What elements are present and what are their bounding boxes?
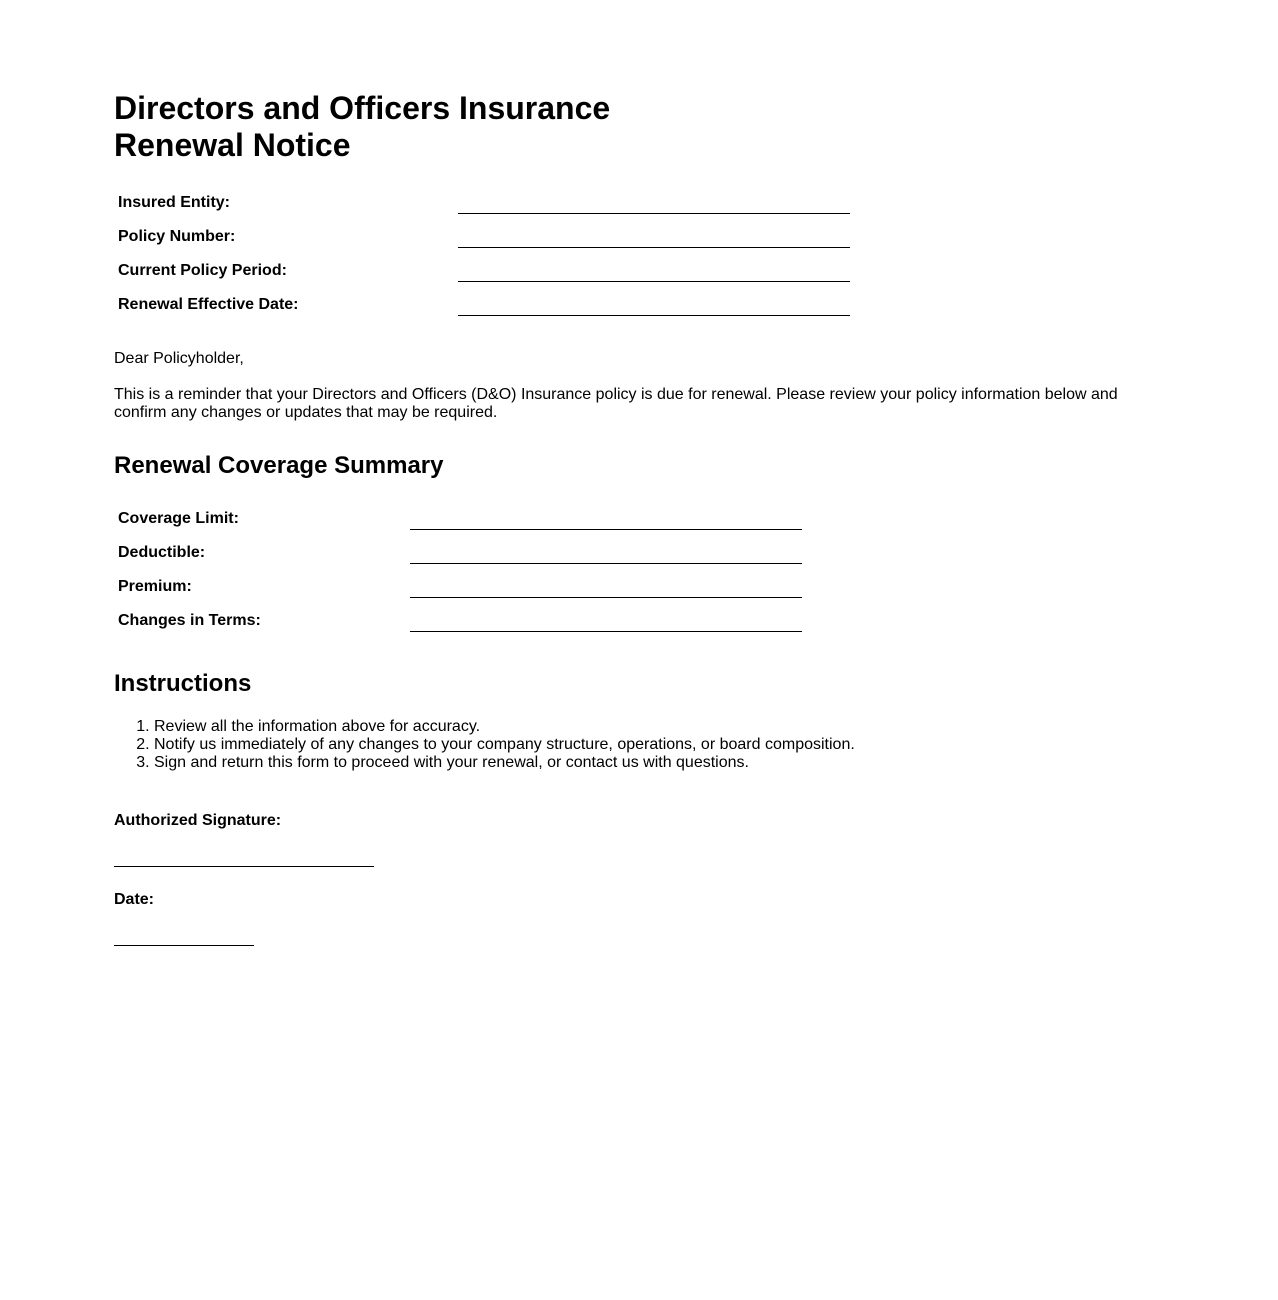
list-item: 3. Sign and return this form to proceed with your renewal, or contact us with questions. xyxy=(154,754,1134,772)
renewal-effective-date-label: Renewal Effective Date: xyxy=(118,296,299,313)
insured-entity-label: Insured Entity: xyxy=(118,194,231,211)
table-row xyxy=(114,502,806,536)
document-title: Directors and Officers Insurance Renewal Notice xyxy=(114,90,611,163)
date-line[interactable] xyxy=(114,945,254,946)
blank-line xyxy=(458,281,850,282)
coverage-limit-label: Coverage Limit: xyxy=(118,510,239,527)
list-item: 1. Review all the information above for accuracy. xyxy=(154,718,1134,736)
table-row xyxy=(114,254,854,288)
blank-line xyxy=(410,563,802,564)
policy-number-label: Policy Number: xyxy=(118,228,236,245)
table-row xyxy=(114,604,806,638)
policy-number-field[interactable] xyxy=(454,220,854,254)
instructions-heading: Instructions xyxy=(114,670,252,697)
coverage-info-table xyxy=(114,502,806,638)
list-item: 2. Notify us immediately of any changes to your company structure, operations, or board composition. xyxy=(154,736,1134,754)
insured-entity-field[interactable] xyxy=(454,186,854,220)
blank-line xyxy=(458,315,850,316)
current-policy-period-field[interactable] xyxy=(454,254,854,288)
deductible-label: Deductible: xyxy=(118,544,206,561)
greeting: Dear Policyholder, xyxy=(114,350,244,367)
table-row xyxy=(114,186,854,220)
blank-line xyxy=(410,529,802,530)
table-row xyxy=(114,220,854,254)
signature-line[interactable] xyxy=(114,866,374,867)
premium-label: Premium: xyxy=(118,578,192,595)
deductible-field[interactable] xyxy=(406,536,806,570)
blank-line xyxy=(410,631,802,632)
current-policy-period-label: Current Policy Period: xyxy=(118,262,287,279)
table-row xyxy=(114,288,854,322)
premium-field[interactable] xyxy=(406,570,806,604)
table-row xyxy=(114,570,806,604)
date-label: Date: xyxy=(114,891,155,908)
coverage-summary-heading: Renewal Coverage Summary xyxy=(114,452,444,479)
policy-info-table xyxy=(114,186,854,322)
instructions-list xyxy=(114,718,1134,772)
changes-in-terms-label: Changes in Terms: xyxy=(118,612,261,629)
blank-line xyxy=(458,247,850,248)
coverage-limit-field[interactable] xyxy=(406,502,806,536)
blank-line xyxy=(458,213,850,214)
intro-paragraph: This is a reminder that your Directors and Officers (D&O) Insurance policy is due for renewal. Please review your policy information below and confirm any changes or updates that may be required. xyxy=(114,386,1118,421)
table-row xyxy=(114,536,806,570)
signature-label: Authorized Signature: xyxy=(114,812,282,829)
renewal-effective-date-field[interactable] xyxy=(454,288,854,322)
document-page xyxy=(114,90,1134,946)
changes-in-terms-field[interactable] xyxy=(406,604,806,638)
blank-line xyxy=(410,597,802,598)
